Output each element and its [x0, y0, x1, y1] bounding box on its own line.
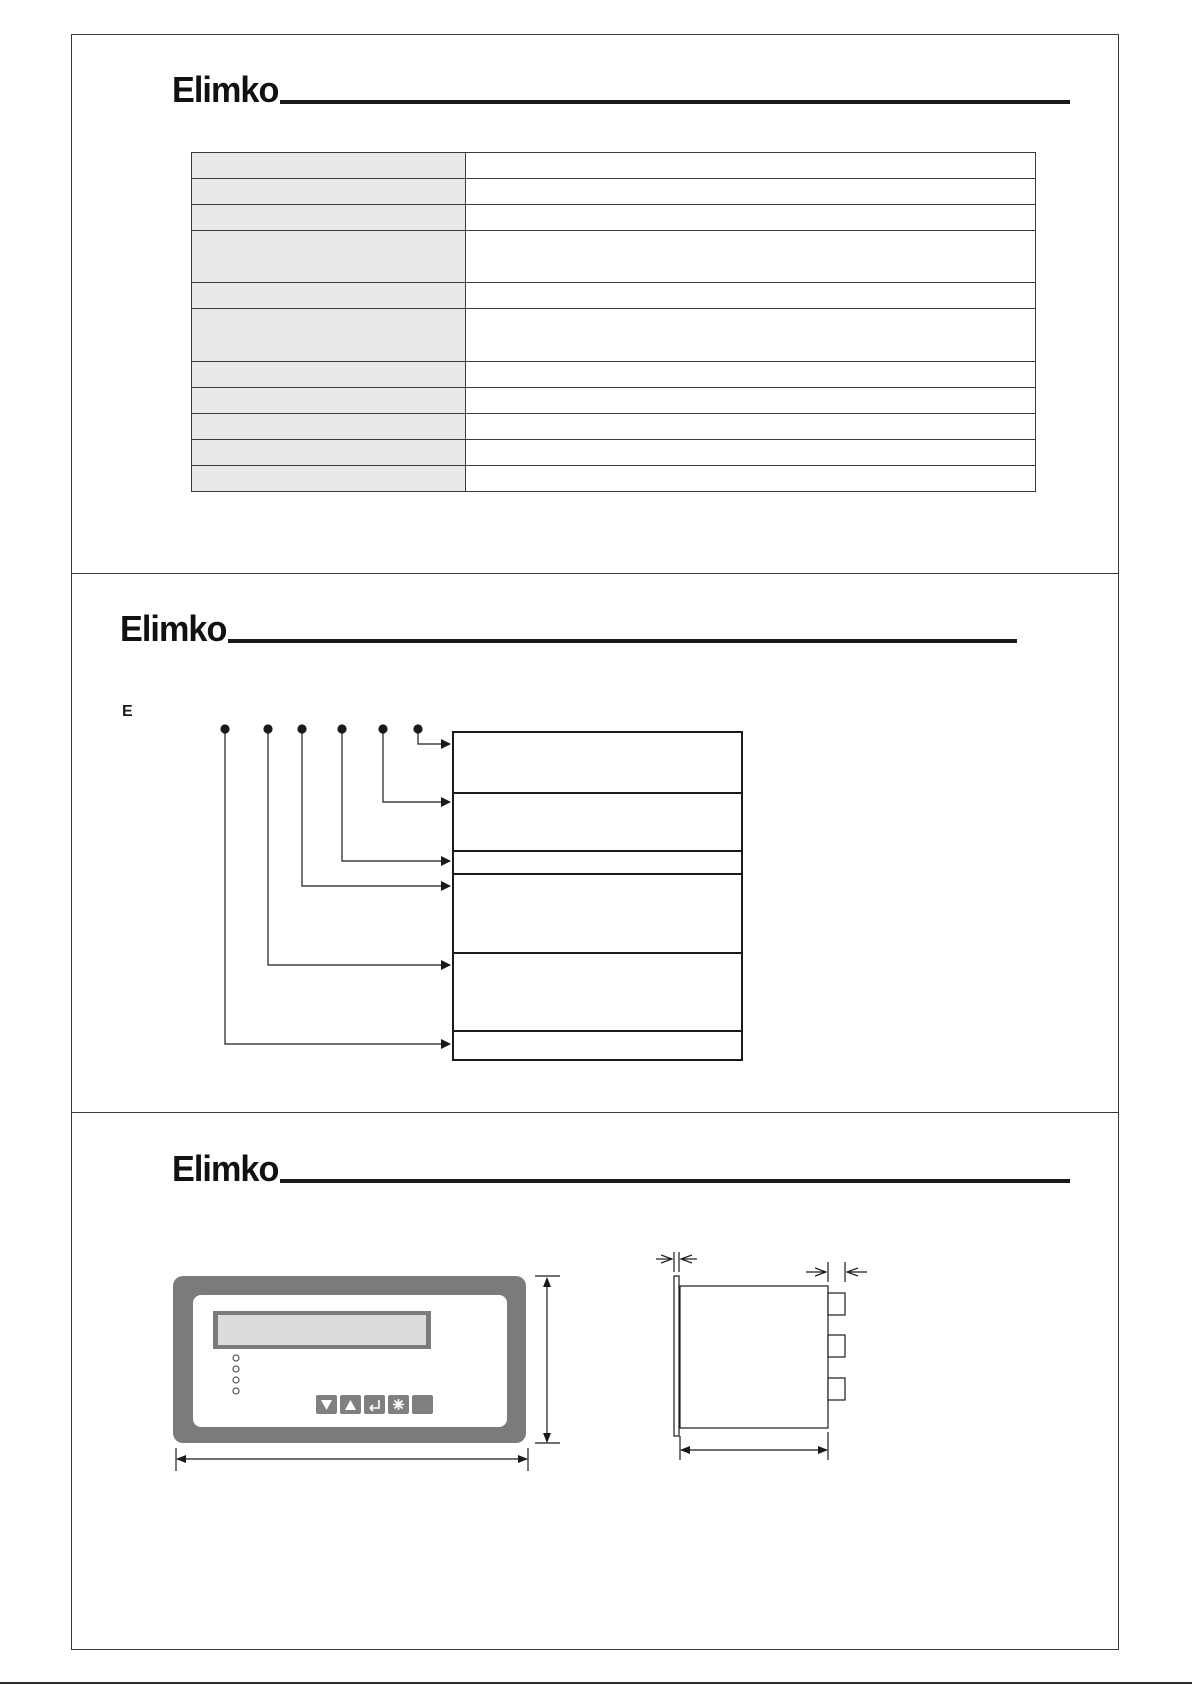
terminal-block: [828, 1335, 845, 1357]
terminal-block: [828, 1293, 845, 1315]
status-led: [233, 1388, 239, 1394]
order-code-prefix: E: [122, 703, 133, 720]
status-led: [233, 1366, 239, 1372]
display-screen: [218, 1315, 426, 1345]
asterisk-icon: [393, 1399, 404, 1410]
status-led: [233, 1377, 239, 1383]
front-panel-view: [173, 1276, 526, 1443]
terminal-block: [828, 1378, 845, 1400]
side-front-plate: [674, 1276, 679, 1436]
blank-key: [412, 1395, 433, 1414]
side-view: [674, 1276, 845, 1436]
side-housing: [680, 1286, 828, 1428]
brand-logo: Elimko: [120, 608, 227, 649]
brand-logo: Elimko: [172, 1148, 279, 1189]
status-led: [233, 1355, 239, 1361]
brand-logo: Elimko: [172, 69, 279, 110]
enter-key: [364, 1395, 385, 1414]
